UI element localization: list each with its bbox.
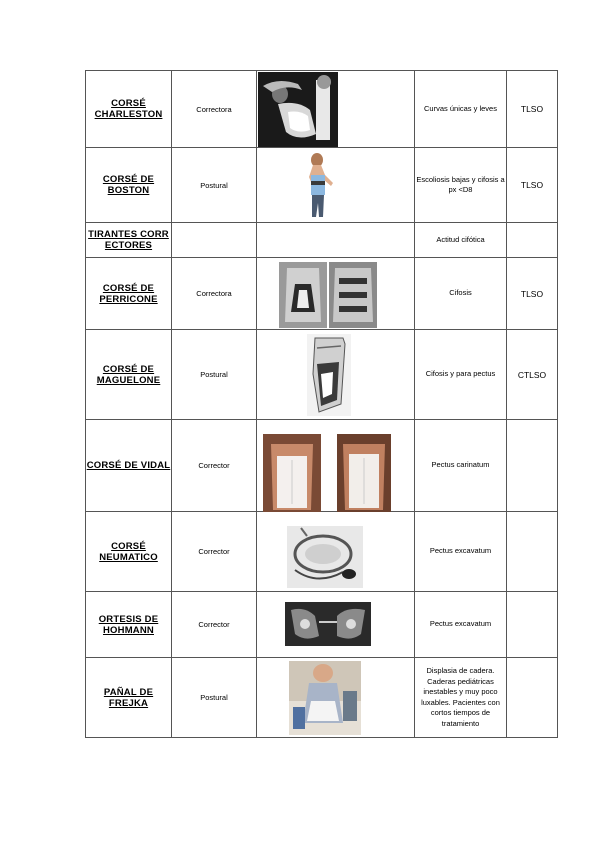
orthosis-indication: Curvas únicas y leves: [415, 71, 507, 148]
orthosis-code: TLSO: [507, 258, 558, 330]
orthosis-indication: Cifosis y para pectus: [415, 330, 507, 420]
orthosis-name: CORSÉ DE MAGUELONE: [86, 330, 172, 420]
orthosis-name: CORSÉ CHARLESTON: [86, 71, 172, 148]
orthosis-image-cell: [257, 148, 415, 223]
hohmann-orthosis-photo: [285, 602, 371, 646]
frejka-pillow-photo: [289, 661, 361, 735]
table-row: [86, 330, 558, 420]
orthosis-name: CORSÉ DE VIDAL: [86, 420, 172, 512]
orthosis-code: [507, 223, 558, 258]
orthosis-image-cell: [257, 658, 415, 738]
pneumatic-brace-photo: [287, 526, 363, 588]
orthosis-indication: Displasia de cadera. Caderas pediátricas inestables y muy poco luxables. Pacientes con cortos tiempos de tratamiento: [415, 658, 507, 738]
orthosis-image-cell: [257, 420, 415, 512]
table-row: [86, 658, 558, 738]
table-row: [86, 223, 558, 258]
orthosis-type: Correctora: [172, 71, 257, 148]
table-row: [86, 512, 558, 592]
orthosis-code: TLSO: [507, 148, 558, 223]
orthosis-type: Corrector: [172, 512, 257, 592]
orthosis-indication: Cifosis: [415, 258, 507, 330]
orthosis-image-cell: [257, 512, 415, 592]
orthosis-table: [85, 70, 558, 738]
orthosis-name: PAÑAL DE FREJKA: [86, 658, 172, 738]
orthosis-code: [507, 658, 558, 738]
orthosis-code: TLSO: [507, 71, 558, 148]
orthosis-code: [507, 512, 558, 592]
orthosis-code: CTLSO: [507, 330, 558, 420]
orthosis-type: Postural: [172, 148, 257, 223]
orthosis-name: CORSÉ DE PERRICONE: [86, 258, 172, 330]
maguelone-brace-photo: [307, 334, 351, 416]
table-row: [86, 592, 558, 658]
orthosis-image-cell: [257, 223, 415, 258]
table-row: [86, 258, 558, 330]
orthosis-name: CORSÉ NEUMATICO: [86, 512, 172, 592]
orthosis-indication: Pectus excavatum: [415, 512, 507, 592]
orthosis-indication: Escoliosis bajas y cifosis a px <D8: [415, 148, 507, 223]
orthosis-indication: Pectus carinatum: [415, 420, 507, 512]
vidal-brace-photo: [263, 434, 391, 512]
orthosis-name: ORTESIS DE HOHMANN: [86, 592, 172, 658]
orthosis-indication: Pectus excavatum: [415, 592, 507, 658]
orthosis-image-cell: [257, 330, 415, 420]
table-row: [86, 71, 558, 148]
orthosis-image-cell: [257, 71, 415, 148]
table-row: [86, 420, 558, 512]
orthosis-name: CORSÉ DE BOSTON: [86, 148, 172, 223]
orthosis-type: [172, 223, 257, 258]
orthosis-type: Corrector: [172, 420, 257, 512]
orthosis-code: [507, 592, 558, 658]
orthosis-type: Correctora: [172, 258, 257, 330]
orthosis-type: Postural: [172, 330, 257, 420]
orthosis-name: TIRANTES CORRECTORES: [86, 223, 172, 258]
orthosis-indication: Actitud cifótica: [415, 223, 507, 258]
orthosis-image-cell: [257, 592, 415, 658]
orthosis-code: [507, 420, 558, 512]
charleston-brace-photo: [258, 72, 338, 147]
orthosis-image-cell: [257, 258, 415, 330]
perricone-brace-photo: [279, 262, 377, 328]
boston-brace-photo: [299, 153, 339, 219]
orthosis-type: Postural: [172, 658, 257, 738]
table-row: [86, 148, 558, 223]
orthosis-type: Corrector: [172, 592, 257, 658]
